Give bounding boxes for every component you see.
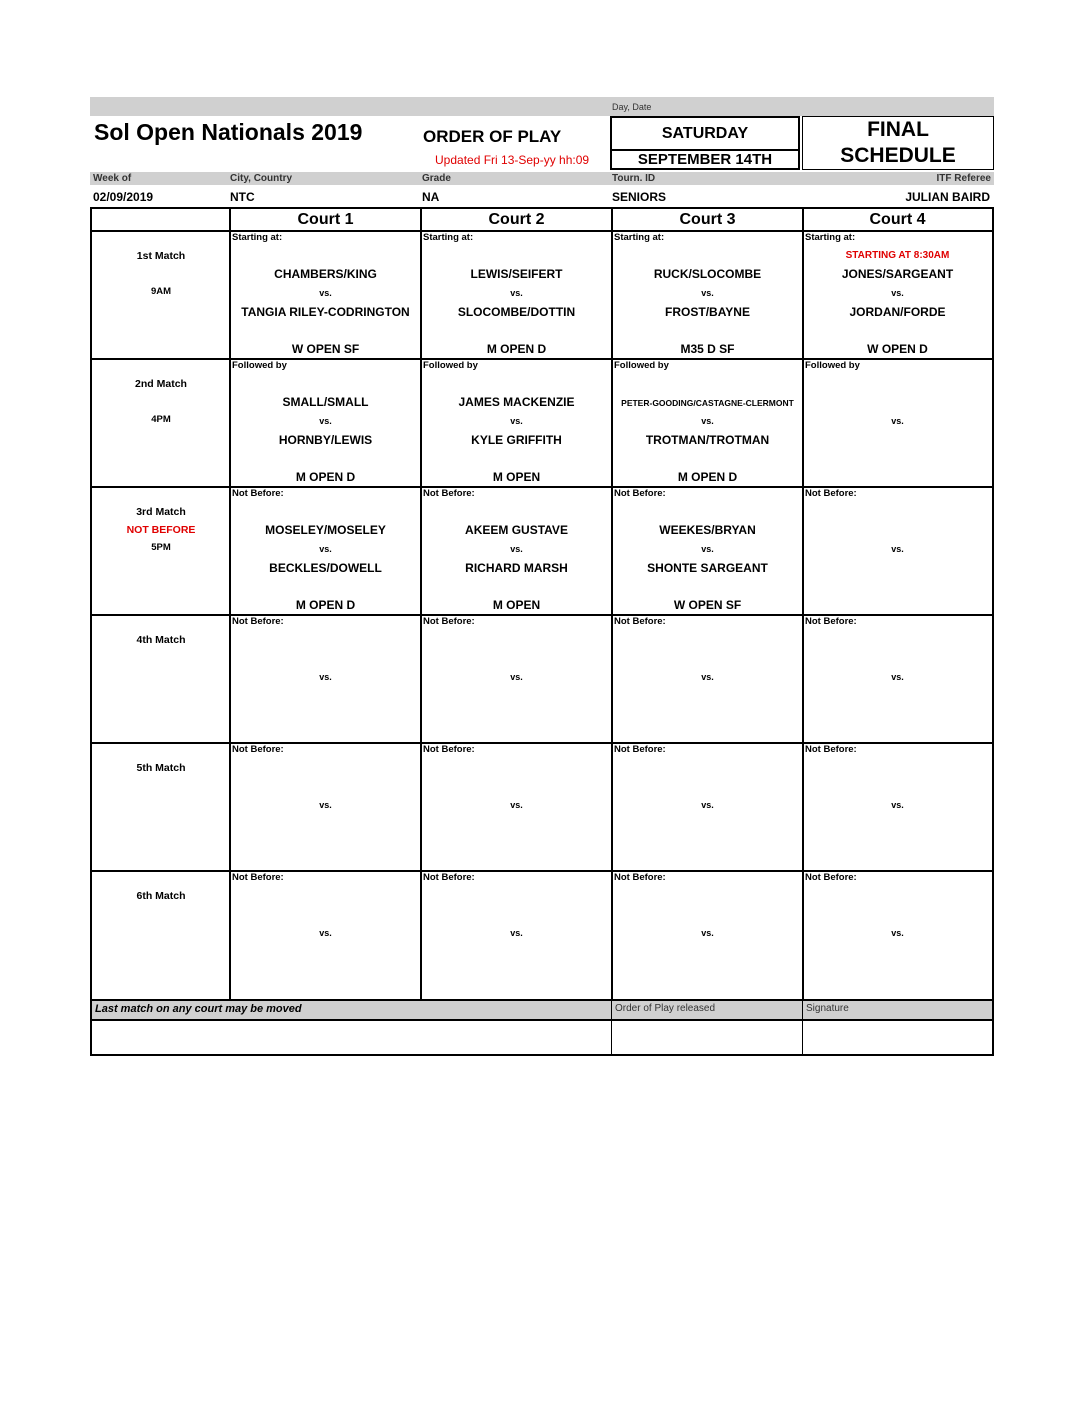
cell-note: Not Before: <box>805 744 857 755</box>
event-label: M OPEN D <box>295 470 356 484</box>
tournament-title: Sol Open Nationals 2019 <box>94 119 363 145</box>
day-value: SATURDAY <box>612 118 798 151</box>
court-header-2: Court 2 <box>488 211 545 228</box>
final-schedule-line2: SCHEDULE <box>840 144 956 167</box>
cell-note: Not Before: <box>232 744 284 755</box>
vs-label: vs. <box>319 416 332 426</box>
cell-note: Followed by <box>232 360 287 371</box>
cell-note: Not Before: <box>232 616 284 627</box>
cell-note: Starting at: <box>232 232 283 243</box>
referee-value: JULIAN BAIRD <box>905 190 990 204</box>
schedule-grid <box>90 207 994 1001</box>
event-label: M OPEN <box>492 470 541 484</box>
vs-label: vs. <box>701 800 714 810</box>
week-of-label: Week of <box>93 173 132 184</box>
cell-note: Not Before: <box>614 872 666 883</box>
event-label: W OPEN SF <box>673 598 742 612</box>
event-label: W OPEN D <box>867 342 928 356</box>
cell-note: Starting at: <box>423 232 474 243</box>
vs-label: vs. <box>319 288 332 298</box>
vs-label: vs. <box>510 928 523 938</box>
tourn-id-label: Tourn. ID <box>612 173 656 184</box>
vs-label: vs. <box>319 800 332 810</box>
player-1[interactable]: LEWIS/SEIFERT <box>470 267 563 281</box>
vs-label: vs. <box>701 288 714 298</box>
vs-label: vs. <box>510 288 523 298</box>
cell-note: Not Before: <box>614 744 666 755</box>
grid-hline-3 <box>92 486 992 488</box>
grade-label: Grade <box>422 173 451 184</box>
row-not-before-3: NOT BEFORE <box>126 524 196 536</box>
event-label: M OPEN <box>492 598 541 612</box>
player-1[interactable]: RUCK/SLOCOMBE <box>653 267 762 281</box>
cell-note: Followed by <box>614 360 669 371</box>
row-time-3: 5PM <box>151 542 171 553</box>
vs-label: vs. <box>891 416 904 426</box>
row-time-1: 9AM <box>150 286 172 297</box>
cell-note: Not Before: <box>423 488 475 499</box>
updated-note: Updated Fri 13-Sep-yy hh:09 <box>435 153 590 167</box>
vs-label: vs. <box>891 672 904 682</box>
player-1[interactable]: AKEEM GUSTAVE <box>465 523 568 537</box>
city-label: City, Country <box>230 173 293 184</box>
event-label: M OPEN D <box>295 598 356 612</box>
top-bar <box>90 97 994 116</box>
event-label: M OPEN D <box>677 470 738 484</box>
court-header-1: Court 1 <box>297 211 354 228</box>
vs-label: vs. <box>891 800 904 810</box>
released-label: Order of Play released <box>615 1003 716 1014</box>
day-date-box <box>610 116 800 170</box>
player-2[interactable]: SHONTE SARGEANT <box>647 561 768 575</box>
player-2[interactable]: FROST/BAYNE <box>665 305 750 319</box>
player-2[interactable]: HORNBY/LEWIS <box>278 433 373 447</box>
cell-note: Not Before: <box>423 744 475 755</box>
player-2[interactable]: BECKLES/DOWELL <box>269 561 382 575</box>
row-label-5: 5th Match <box>136 762 186 774</box>
vs-label: vs. <box>891 928 904 938</box>
player-1[interactable]: JAMES MACKENZIE <box>458 395 575 409</box>
vs-label: vs. <box>891 544 904 554</box>
last-match-note: Last match on any court may be moved <box>95 1003 302 1015</box>
player-2[interactable]: JORDAN/FORDE <box>849 305 946 319</box>
city-value: NTC <box>230 190 255 204</box>
grid-hline-4 <box>92 614 992 616</box>
cell-note: Followed by <box>423 360 478 371</box>
cell-note: Not Before: <box>232 488 284 499</box>
final-schedule-box <box>802 116 994 170</box>
cell-start-time-note: STARTING AT 8:30AM <box>845 250 950 261</box>
cell-note: Starting at: <box>805 232 856 243</box>
grade-value: NA <box>422 190 440 204</box>
signature-field[interactable] <box>803 1021 992 1054</box>
event-label: M OPEN D <box>486 342 547 356</box>
vs-label: vs. <box>319 544 332 554</box>
row-time-2: 4PM <box>151 414 171 425</box>
cell-note: Not Before: <box>805 616 857 627</box>
day-date-label: Day, Date <box>612 102 652 112</box>
referee-label: ITF Referee <box>936 173 991 184</box>
cell-note: Not Before: <box>232 872 284 883</box>
vs-label: vs. <box>319 672 332 682</box>
player-1[interactable]: CHAMBERS/KING <box>274 267 377 281</box>
cell-note: Not Before: <box>423 872 475 883</box>
player-1[interactable]: SMALL/SMALL <box>282 395 369 409</box>
player-2[interactable]: TANGIA RILEY-CODRINGTON <box>241 305 410 319</box>
released-field[interactable] <box>611 1021 802 1054</box>
info-label-row <box>90 172 994 185</box>
event-label: M35 D SF <box>680 342 735 356</box>
footer-box <box>90 1001 994 1056</box>
player-1[interactable]: JONES/SARGEANT <box>841 267 954 281</box>
grid-hline-5 <box>92 742 992 744</box>
vs-label: vs. <box>891 288 904 298</box>
court-header-3: Court 3 <box>679 211 736 228</box>
cell-note: Not Before: <box>614 488 666 499</box>
cell-note: Not Before: <box>423 616 475 627</box>
tourn-id-value: SENIORS <box>612 190 667 204</box>
row-label-4: 4th Match <box>136 634 186 646</box>
row-label-6: 6th Match <box>136 890 186 902</box>
order-of-play-heading: ORDER OF PLAY <box>423 127 562 146</box>
row-label-3: 3rd Match <box>136 506 186 518</box>
row-label-2: 2nd Match <box>135 378 187 390</box>
vs-label: vs. <box>701 544 714 554</box>
vs-label: vs. <box>510 416 523 426</box>
court-header-4: Court 4 <box>869 211 926 228</box>
vs-label: vs. <box>510 800 523 810</box>
week-of-value: 02/09/2019 <box>93 190 154 204</box>
date-value: SEPTEMBER 14TH <box>637 151 773 168</box>
vs-label: vs. <box>701 672 714 682</box>
player-1[interactable]: WEEKES/BRYAN <box>659 523 756 537</box>
vs-label: vs. <box>510 544 523 554</box>
row-label-1: 1st Match <box>136 250 186 262</box>
vs-label: vs. <box>319 928 332 938</box>
player-1[interactable]: MOSELEY/MOSELEY <box>265 523 386 537</box>
player-2[interactable]: SLOCOMBE/DOTTIN <box>457 305 576 319</box>
player-1[interactable]: PETER-GOODING/CASTAGNE-CLERMONT <box>621 398 794 408</box>
player-2[interactable]: KYLE GRIFFITH <box>471 433 562 447</box>
vs-label: vs. <box>510 672 523 682</box>
vs-label: vs. <box>701 416 714 426</box>
grid-hline-6 <box>92 870 992 872</box>
final-schedule-line1: FINAL <box>867 118 929 141</box>
cell-note: Starting at: <box>614 232 665 243</box>
signature-label: Signature <box>806 1003 849 1014</box>
cell-note: Not Before: <box>614 616 666 627</box>
player-2[interactable]: TROTMAN/TROTMAN <box>645 433 770 447</box>
cell-note: Followed by <box>805 360 860 371</box>
event-label: W OPEN SF <box>291 342 360 356</box>
vs-label: vs. <box>701 928 714 938</box>
player-2[interactable]: RICHARD MARSH <box>465 561 568 575</box>
cell-note: Not Before: <box>805 488 857 499</box>
cell-note: Not Before: <box>805 872 857 883</box>
